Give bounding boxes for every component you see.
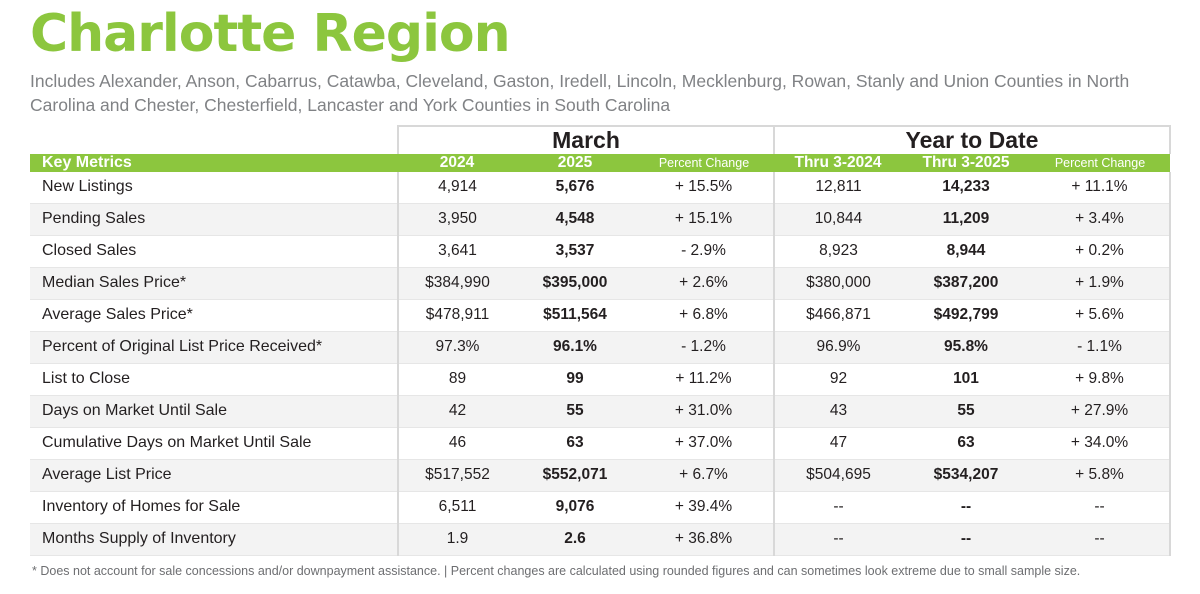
row-ytd-current: $534,207 <box>902 460 1030 492</box>
row-ytd-change: + 11.1% <box>1030 172 1170 204</box>
row-metric-label: List to Close <box>30 364 398 396</box>
row-metric-label: Average Sales Price* <box>30 300 398 332</box>
column-header-month-current: 2025 <box>516 154 634 172</box>
row-month-prior: 6,511 <box>398 492 516 524</box>
row-ytd-current: $387,200 <box>902 268 1030 300</box>
row-month-current: 99 <box>516 364 634 396</box>
row-ytd-change: + 5.8% <box>1030 460 1170 492</box>
row-metric-label: Pending Sales <box>30 204 398 236</box>
table-row <box>30 524 1170 556</box>
row-ytd-current: 55 <box>902 396 1030 428</box>
row-ytd-prior: 96.9% <box>774 332 902 364</box>
table-row <box>30 268 1170 300</box>
row-month-change: - 1.2% <box>634 332 774 364</box>
row-ytd-current: 14,233 <box>902 172 1030 204</box>
group-header-spacer <box>30 126 398 154</box>
column-header-month-prior: 2024 <box>398 154 516 172</box>
row-month-prior: 3,641 <box>398 236 516 268</box>
row-month-current: 4,548 <box>516 204 634 236</box>
table-row <box>30 460 1170 492</box>
table-row <box>30 364 1170 396</box>
row-ytd-change: - 1.1% <box>1030 332 1170 364</box>
row-month-change: - 2.9% <box>634 236 774 268</box>
row-ytd-change: + 3.4% <box>1030 204 1170 236</box>
table-row <box>30 300 1170 332</box>
row-month-prior: $517,552 <box>398 460 516 492</box>
row-month-prior: 42 <box>398 396 516 428</box>
row-month-change: + 15.5% <box>634 172 774 204</box>
table-row <box>30 492 1170 524</box>
row-ytd-current: $492,799 <box>902 300 1030 332</box>
row-ytd-current: 63 <box>902 428 1030 460</box>
row-metric-label: Cumulative Days on Market Until Sale <box>30 428 398 460</box>
row-month-current: $395,000 <box>516 268 634 300</box>
row-month-change: + 6.7% <box>634 460 774 492</box>
row-metric-label: Median Sales Price* <box>30 268 398 300</box>
row-ytd-prior: 12,811 <box>774 172 902 204</box>
row-ytd-current: 101 <box>902 364 1030 396</box>
table-row <box>30 332 1170 364</box>
row-ytd-current: -- <box>902 524 1030 556</box>
row-ytd-prior: 92 <box>774 364 902 396</box>
row-ytd-prior: 47 <box>774 428 902 460</box>
row-month-change: + 39.4% <box>634 492 774 524</box>
row-ytd-change: -- <box>1030 492 1170 524</box>
column-header-month-change: Percent Change <box>634 154 774 172</box>
row-ytd-change: -- <box>1030 524 1170 556</box>
row-ytd-change: + 27.9% <box>1030 396 1170 428</box>
row-month-current: 96.1% <box>516 332 634 364</box>
table-row <box>30 172 1170 204</box>
row-ytd-prior: 8,923 <box>774 236 902 268</box>
row-month-change: + 36.8% <box>634 524 774 556</box>
row-month-current: 3,537 <box>516 236 634 268</box>
row-metric-label: Months Supply of Inventory <box>30 524 398 556</box>
row-metric-label: Inventory of Homes for Sale <box>30 492 398 524</box>
table-row <box>30 428 1170 460</box>
group-header-row <box>30 126 1170 154</box>
row-month-prior: $478,911 <box>398 300 516 332</box>
row-month-change: + 6.8% <box>634 300 774 332</box>
column-header-ytd-prior: Thru 3-2024 <box>774 154 902 172</box>
row-month-prior: 1.9 <box>398 524 516 556</box>
group-header-month: March <box>398 126 774 154</box>
row-ytd-prior: -- <box>774 524 902 556</box>
footnote: * Does not account for sale concessions and/or downpayment assistance. | Percent changes are calculated using rounded figures and can sometimes look extreme due to small sample size. <box>32 564 1081 579</box>
row-month-prior: 3,950 <box>398 204 516 236</box>
page-title: Charlotte Region <box>30 4 510 64</box>
row-month-change: + 37.0% <box>634 428 774 460</box>
row-month-current: 63 <box>516 428 634 460</box>
row-ytd-prior: 10,844 <box>774 204 902 236</box>
table-row <box>30 204 1170 236</box>
row-ytd-prior: -- <box>774 492 902 524</box>
row-ytd-current: 8,944 <box>902 236 1030 268</box>
row-month-current: $552,071 <box>516 460 634 492</box>
column-header-ytd-change: Percent Change <box>1030 154 1170 172</box>
row-ytd-prior: 43 <box>774 396 902 428</box>
column-header-row <box>30 154 1170 172</box>
row-month-change: + 2.6% <box>634 268 774 300</box>
row-month-current: 5,676 <box>516 172 634 204</box>
row-ytd-current: 95.8% <box>902 332 1030 364</box>
row-month-current: 9,076 <box>516 492 634 524</box>
row-metric-label: Percent of Original List Price Received* <box>30 332 398 364</box>
row-month-prior: 4,914 <box>398 172 516 204</box>
group-header-ytd: Year to Date <box>774 126 1170 154</box>
row-ytd-current: 11,209 <box>902 204 1030 236</box>
row-month-change: + 31.0% <box>634 396 774 428</box>
row-ytd-change: + 9.8% <box>1030 364 1170 396</box>
row-month-current: $511,564 <box>516 300 634 332</box>
row-ytd-prior: $466,871 <box>774 300 902 332</box>
table-row <box>30 236 1170 268</box>
row-month-prior: $384,990 <box>398 268 516 300</box>
row-ytd-prior: $504,695 <box>774 460 902 492</box>
table-row <box>30 396 1170 428</box>
row-month-change: + 11.2% <box>634 364 774 396</box>
row-month-prior: 46 <box>398 428 516 460</box>
row-metric-label: Days on Market Until Sale <box>30 396 398 428</box>
row-ytd-change: + 1.9% <box>1030 268 1170 300</box>
page-subtitle: Includes Alexander, Anson, Cabarrus, Catawba, Cleveland, Gaston, Iredell, Lincoln, Mecklenburg, Rowan, Stanly and Union Counties in North Carolina and Chester, Chesterfield, Lancaster and York Counties in South Carolina <box>30 71 1130 115</box>
row-ytd-change: + 34.0% <box>1030 428 1170 460</box>
row-month-prior: 97.3% <box>398 332 516 364</box>
row-month-prior: 89 <box>398 364 516 396</box>
row-month-current: 2.6 <box>516 524 634 556</box>
metrics-table <box>30 125 1171 556</box>
row-ytd-prior: $380,000 <box>774 268 902 300</box>
row-metric-label: New Listings <box>30 172 398 204</box>
row-ytd-change: + 0.2% <box>1030 236 1170 268</box>
row-month-current: 55 <box>516 396 634 428</box>
column-header-ytd-current: Thru 3-2025 <box>902 154 1030 172</box>
row-metric-label: Closed Sales <box>30 236 398 268</box>
column-header-key-metrics: Key Metrics <box>30 154 398 172</box>
row-ytd-change: + 5.6% <box>1030 300 1170 332</box>
row-month-change: + 15.1% <box>634 204 774 236</box>
row-ytd-current: -- <box>902 492 1030 524</box>
row-metric-label: Average List Price <box>30 460 398 492</box>
